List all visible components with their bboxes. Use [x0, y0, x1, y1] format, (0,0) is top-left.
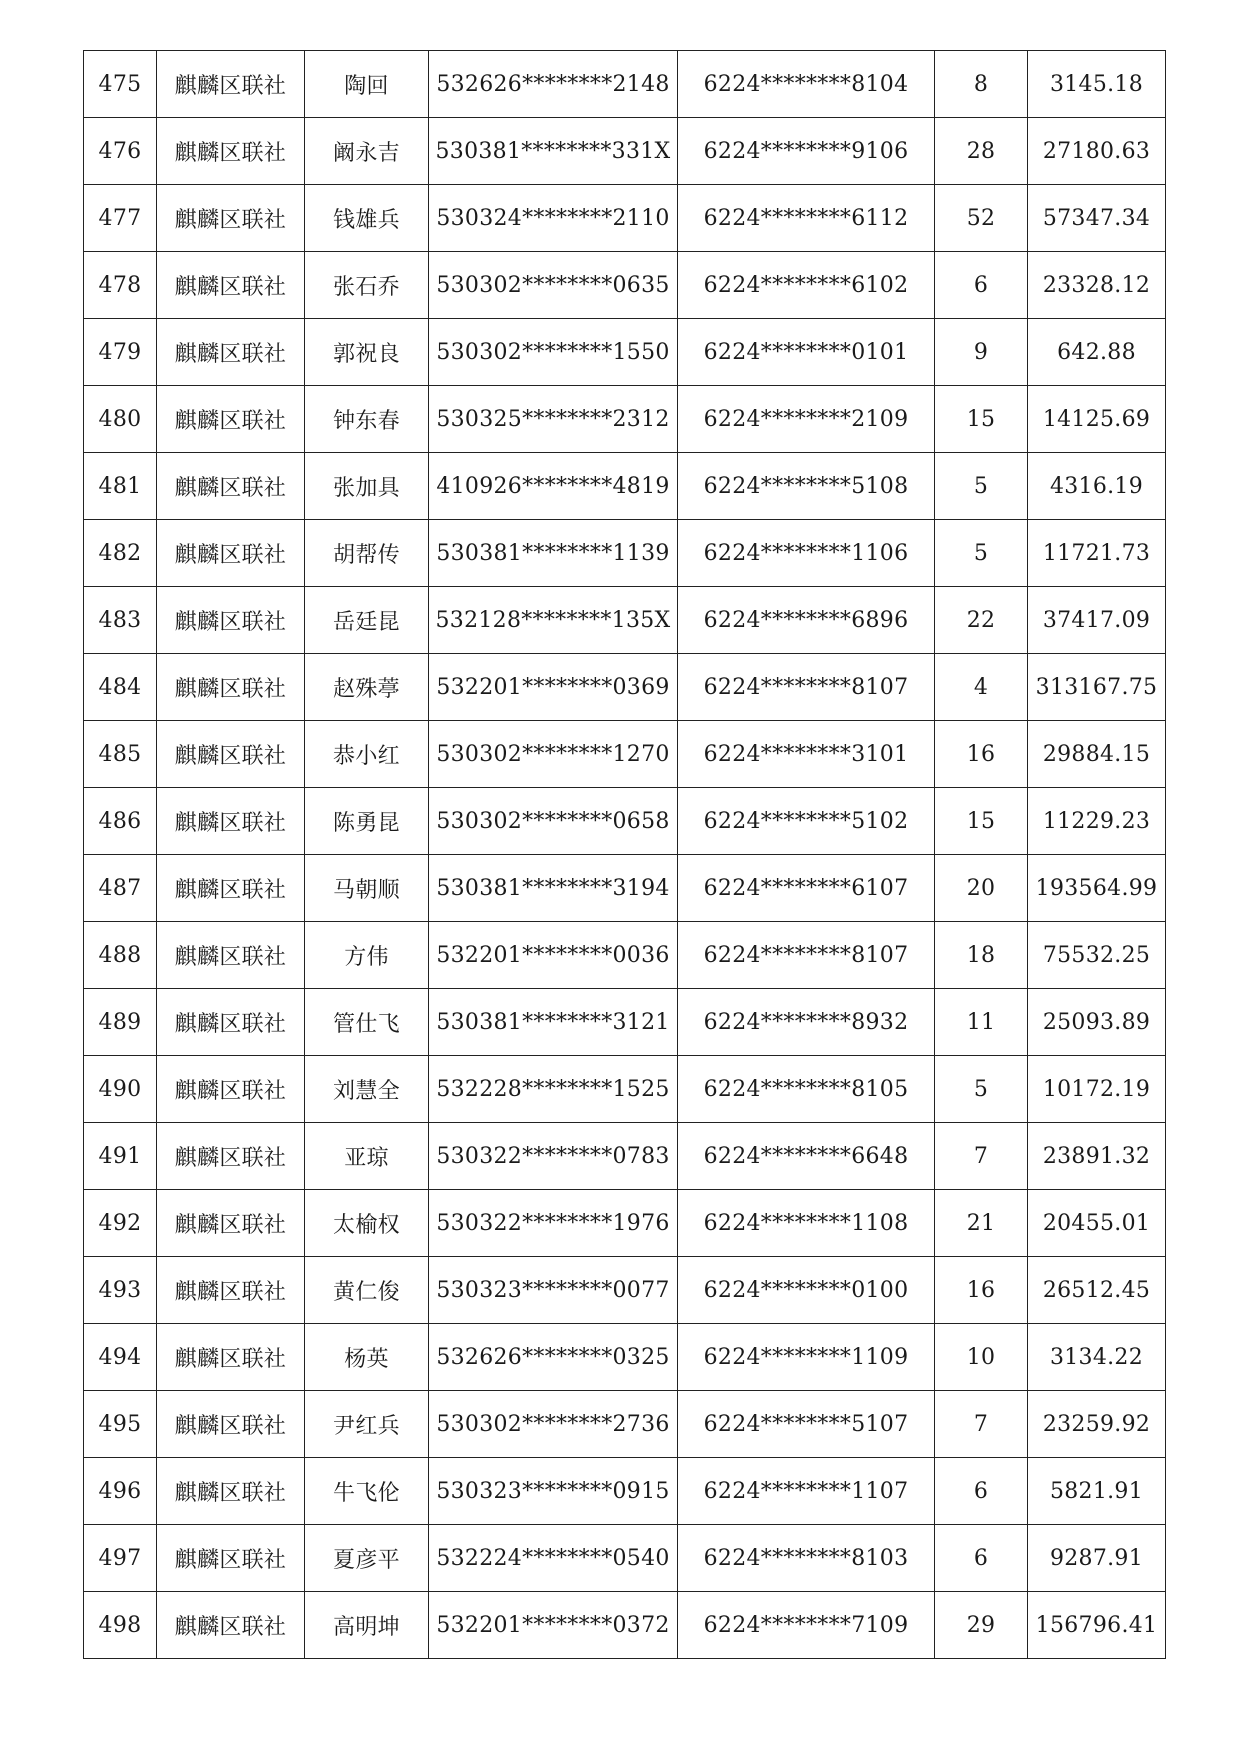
id-number-cell: 410926********4819 — [429, 453, 678, 520]
amount-cell: 20455.01 — [1028, 1190, 1166, 1257]
id-number-cell: 532128********135X — [429, 587, 678, 654]
count-cell: 16 — [935, 721, 1028, 788]
card-number-cell: 6224********1107 — [678, 1458, 935, 1525]
count-cell: 29 — [935, 1592, 1028, 1659]
count-cell: 6 — [935, 252, 1028, 319]
organization-cell: 麒麟区联社 — [157, 51, 305, 118]
organization-cell: 麒麟区联社 — [157, 654, 305, 721]
card-number-cell: 6224********0101 — [678, 319, 935, 386]
id-number-cell: 530381********3194 — [429, 855, 678, 922]
table-row — [84, 1458, 1166, 1525]
count-cell: 11 — [935, 989, 1028, 1056]
organization-cell: 麒麟区联社 — [157, 1324, 305, 1391]
count-cell: 6 — [935, 1525, 1028, 1592]
name-cell: 赵殊葶 — [305, 654, 429, 721]
name-cell: 方伟 — [305, 922, 429, 989]
count-cell: 52 — [935, 185, 1028, 252]
amount-cell: 11721.73 — [1028, 520, 1166, 587]
name-cell: 张加具 — [305, 453, 429, 520]
name-cell: 钱雄兵 — [305, 185, 429, 252]
amount-cell: 11229.23 — [1028, 788, 1166, 855]
organization-cell: 麒麟区联社 — [157, 1056, 305, 1123]
table-row — [84, 989, 1166, 1056]
name-cell: 郭祝良 — [305, 319, 429, 386]
amount-cell: 3145.18 — [1028, 51, 1166, 118]
id-number-cell: 532201********0372 — [429, 1592, 678, 1659]
amount-cell: 156796.41 — [1028, 1592, 1166, 1659]
organization-cell: 麒麟区联社 — [157, 319, 305, 386]
organization-cell: 麒麟区联社 — [157, 1123, 305, 1190]
id-number-cell: 530323********0077 — [429, 1257, 678, 1324]
row-number-cell: 486 — [84, 788, 157, 855]
card-number-cell: 6224********1106 — [678, 520, 935, 587]
amount-cell: 25093.89 — [1028, 989, 1166, 1056]
row-number-cell: 481 — [84, 453, 157, 520]
row-number-cell: 478 — [84, 252, 157, 319]
name-cell: 杨英 — [305, 1324, 429, 1391]
name-cell: 刘慧全 — [305, 1056, 429, 1123]
id-number-cell: 530322********0783 — [429, 1123, 678, 1190]
id-number-cell: 532224********0540 — [429, 1525, 678, 1592]
id-number-cell: 530323********0915 — [429, 1458, 678, 1525]
row-number-cell: 497 — [84, 1525, 157, 1592]
id-number-cell: 530381********331X — [429, 118, 678, 185]
amount-cell: 29884.15 — [1028, 721, 1166, 788]
card-number-cell: 6224********6107 — [678, 855, 935, 922]
name-cell: 亚琼 — [305, 1123, 429, 1190]
id-number-cell: 530381********1139 — [429, 520, 678, 587]
amount-cell: 37417.09 — [1028, 587, 1166, 654]
records-table-body — [84, 51, 1166, 1659]
count-cell: 22 — [935, 587, 1028, 654]
name-cell: 张石乔 — [305, 252, 429, 319]
row-number-cell: 494 — [84, 1324, 157, 1391]
name-cell: 胡帮传 — [305, 520, 429, 587]
amount-cell: 23891.32 — [1028, 1123, 1166, 1190]
count-cell: 28 — [935, 118, 1028, 185]
amount-cell: 3134.22 — [1028, 1324, 1166, 1391]
row-number-cell: 476 — [84, 118, 157, 185]
id-number-cell: 532201********0369 — [429, 654, 678, 721]
table-row — [84, 520, 1166, 587]
table-row — [84, 1190, 1166, 1257]
id-number-cell: 532626********2148 — [429, 51, 678, 118]
name-cell: 陈勇昆 — [305, 788, 429, 855]
amount-cell: 4316.19 — [1028, 453, 1166, 520]
organization-cell: 麒麟区联社 — [157, 1458, 305, 1525]
row-number-cell: 491 — [84, 1123, 157, 1190]
table-row — [84, 721, 1166, 788]
table-row — [84, 118, 1166, 185]
card-number-cell: 6224********8107 — [678, 654, 935, 721]
name-cell: 尹红兵 — [305, 1391, 429, 1458]
card-number-cell: 6224********6102 — [678, 252, 935, 319]
row-number-cell: 484 — [84, 654, 157, 721]
amount-cell: 5821.91 — [1028, 1458, 1166, 1525]
count-cell: 6 — [935, 1458, 1028, 1525]
amount-cell: 14125.69 — [1028, 386, 1166, 453]
card-number-cell: 6224********1108 — [678, 1190, 935, 1257]
organization-cell: 麒麟区联社 — [157, 386, 305, 453]
organization-cell: 麒麟区联社 — [157, 1592, 305, 1659]
table-row — [84, 654, 1166, 721]
table-row — [84, 185, 1166, 252]
row-number-cell: 487 — [84, 855, 157, 922]
card-number-cell: 6224********8932 — [678, 989, 935, 1056]
table-row — [84, 319, 1166, 386]
table-row — [84, 788, 1166, 855]
card-number-cell: 6224********3101 — [678, 721, 935, 788]
table-row — [84, 1592, 1166, 1659]
organization-cell: 麒麟区联社 — [157, 788, 305, 855]
count-cell: 15 — [935, 386, 1028, 453]
card-number-cell: 6224********8107 — [678, 922, 935, 989]
count-cell: 10 — [935, 1324, 1028, 1391]
id-number-cell: 530302********0658 — [429, 788, 678, 855]
id-number-cell: 532626********0325 — [429, 1324, 678, 1391]
card-number-cell: 6224********5107 — [678, 1391, 935, 1458]
name-cell: 阚永吉 — [305, 118, 429, 185]
table-row — [84, 1056, 1166, 1123]
amount-cell: 23328.12 — [1028, 252, 1166, 319]
amount-cell: 9287.91 — [1028, 1525, 1166, 1592]
count-cell: 5 — [935, 1056, 1028, 1123]
name-cell: 管仕飞 — [305, 989, 429, 1056]
amount-cell: 313167.75 — [1028, 654, 1166, 721]
organization-cell: 麒麟区联社 — [157, 989, 305, 1056]
card-number-cell: 6224********8103 — [678, 1525, 935, 1592]
organization-cell: 麒麟区联社 — [157, 185, 305, 252]
name-cell: 钟东春 — [305, 386, 429, 453]
id-number-cell: 530381********3121 — [429, 989, 678, 1056]
card-number-cell: 6224********1109 — [678, 1324, 935, 1391]
table-row — [84, 1525, 1166, 1592]
amount-cell: 26512.45 — [1028, 1257, 1166, 1324]
organization-cell: 麒麟区联社 — [157, 721, 305, 788]
table-row — [84, 855, 1166, 922]
count-cell: 16 — [935, 1257, 1028, 1324]
count-cell: 20 — [935, 855, 1028, 922]
card-number-cell: 6224********7109 — [678, 1592, 935, 1659]
organization-cell: 麒麟区联社 — [157, 1190, 305, 1257]
row-number-cell: 496 — [84, 1458, 157, 1525]
organization-cell: 麒麟区联社 — [157, 252, 305, 319]
table-row — [84, 1391, 1166, 1458]
row-number-cell: 485 — [84, 721, 157, 788]
id-number-cell: 530302********0635 — [429, 252, 678, 319]
id-number-cell: 530325********2312 — [429, 386, 678, 453]
card-number-cell: 6224********2109 — [678, 386, 935, 453]
name-cell: 黄仁俊 — [305, 1257, 429, 1324]
table-row — [84, 587, 1166, 654]
id-number-cell: 530322********1976 — [429, 1190, 678, 1257]
amount-cell: 27180.63 — [1028, 118, 1166, 185]
table-row — [84, 922, 1166, 989]
card-number-cell: 6224********5102 — [678, 788, 935, 855]
table-row — [84, 453, 1166, 520]
records-table — [83, 50, 1166, 1659]
organization-cell: 麒麟区联社 — [157, 118, 305, 185]
organization-cell: 麒麟区联社 — [157, 1391, 305, 1458]
card-number-cell: 6224********9106 — [678, 118, 935, 185]
row-number-cell: 475 — [84, 51, 157, 118]
row-number-cell: 493 — [84, 1257, 157, 1324]
name-cell: 恭小红 — [305, 721, 429, 788]
count-cell: 9 — [935, 319, 1028, 386]
id-number-cell: 532228********1525 — [429, 1056, 678, 1123]
row-number-cell: 483 — [84, 587, 157, 654]
name-cell: 高明坤 — [305, 1592, 429, 1659]
id-number-cell: 530324********2110 — [429, 185, 678, 252]
count-cell: 4 — [935, 654, 1028, 721]
name-cell: 太榆权 — [305, 1190, 429, 1257]
id-number-cell: 532201********0036 — [429, 922, 678, 989]
organization-cell: 麒麟区联社 — [157, 922, 305, 989]
id-number-cell: 530302********1270 — [429, 721, 678, 788]
table-row — [84, 1123, 1166, 1190]
row-number-cell: 482 — [84, 520, 157, 587]
id-number-cell: 530302********1550 — [429, 319, 678, 386]
card-number-cell: 6224********8105 — [678, 1056, 935, 1123]
amount-cell: 642.88 — [1028, 319, 1166, 386]
row-number-cell: 480 — [84, 386, 157, 453]
row-number-cell: 479 — [84, 319, 157, 386]
row-number-cell: 489 — [84, 989, 157, 1056]
table-row — [84, 51, 1166, 118]
count-cell: 8 — [935, 51, 1028, 118]
row-number-cell: 498 — [84, 1592, 157, 1659]
card-number-cell: 6224********6648 — [678, 1123, 935, 1190]
card-number-cell: 6224********8104 — [678, 51, 935, 118]
card-number-cell: 6224********6112 — [678, 185, 935, 252]
card-number-cell: 6224********6896 — [678, 587, 935, 654]
table-row — [84, 1257, 1166, 1324]
name-cell: 陶回 — [305, 51, 429, 118]
amount-cell: 57347.34 — [1028, 185, 1166, 252]
card-number-cell: 6224********0100 — [678, 1257, 935, 1324]
table-row — [84, 252, 1166, 319]
count-cell: 7 — [935, 1391, 1028, 1458]
name-cell: 牛飞伦 — [305, 1458, 429, 1525]
amount-cell: 10172.19 — [1028, 1056, 1166, 1123]
row-number-cell: 495 — [84, 1391, 157, 1458]
amount-cell: 75532.25 — [1028, 922, 1166, 989]
name-cell: 夏彦平 — [305, 1525, 429, 1592]
card-number-cell: 6224********5108 — [678, 453, 935, 520]
table-row — [84, 386, 1166, 453]
organization-cell: 麒麟区联社 — [157, 855, 305, 922]
count-cell: 18 — [935, 922, 1028, 989]
organization-cell: 麒麟区联社 — [157, 1257, 305, 1324]
name-cell: 岳廷昆 — [305, 587, 429, 654]
count-cell: 15 — [935, 788, 1028, 855]
count-cell: 5 — [935, 453, 1028, 520]
organization-cell: 麒麟区联社 — [157, 1525, 305, 1592]
name-cell: 马朝顺 — [305, 855, 429, 922]
count-cell: 5 — [935, 520, 1028, 587]
organization-cell: 麒麟区联社 — [157, 453, 305, 520]
organization-cell: 麒麟区联社 — [157, 520, 305, 587]
id-number-cell: 530302********2736 — [429, 1391, 678, 1458]
table-row — [84, 1324, 1166, 1391]
amount-cell: 193564.99 — [1028, 855, 1166, 922]
row-number-cell: 492 — [84, 1190, 157, 1257]
document-page — [83, 50, 1165, 1659]
row-number-cell: 477 — [84, 185, 157, 252]
row-number-cell: 490 — [84, 1056, 157, 1123]
count-cell: 7 — [935, 1123, 1028, 1190]
organization-cell: 麒麟区联社 — [157, 587, 305, 654]
amount-cell: 23259.92 — [1028, 1391, 1166, 1458]
row-number-cell: 488 — [84, 922, 157, 989]
count-cell: 21 — [935, 1190, 1028, 1257]
